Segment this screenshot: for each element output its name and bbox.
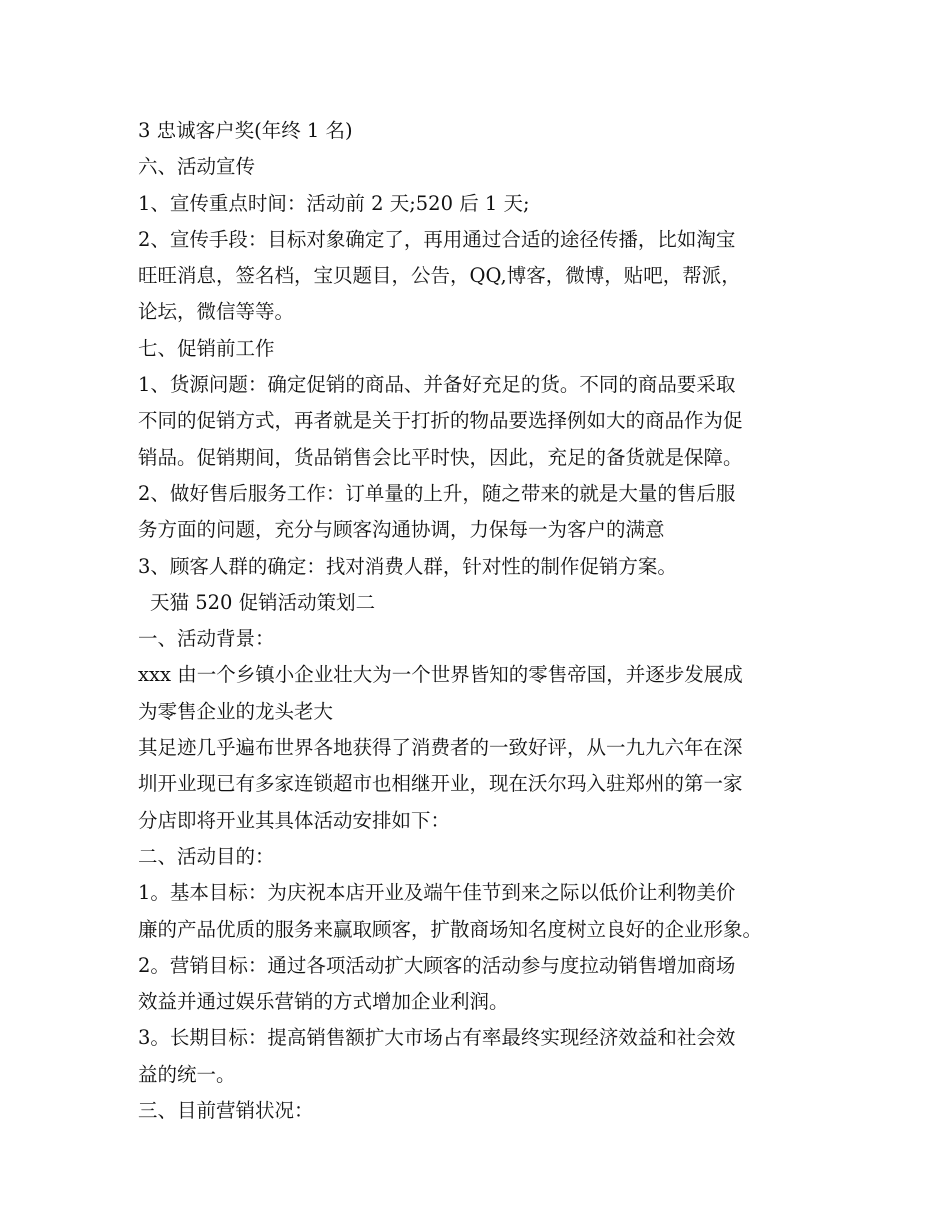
document-subtitle: 天猫 520 促销活动策划二 <box>150 590 376 614</box>
text-line: 2。营销目标：通过各项活动扩大顾客的活动参与度拉动销售增加商场 <box>138 953 736 977</box>
section-heading: 一、活动背景： <box>138 627 275 651</box>
text-line: 3 忠诚客户奖(年终 1 名) <box>138 119 353 142</box>
document-body <box>138 113 828 1129</box>
text-line: 不同的促销方式，再者就是关于打折的物品要选择例如大的商品作为促 <box>138 409 743 433</box>
text-line: 1。基本目标：为庆祝本店开业及端午佳节到来之际以低价让利物美价 <box>138 881 736 905</box>
text-line: 旺旺消息，签名档，宝贝题目，公告，QQ,博客，微博，贴吧，帮派， <box>138 264 741 288</box>
text-line: 销品。促销期间，货品销售会比平时快，因此，充足的备货就是保障。 <box>138 445 743 469</box>
text-line: 1、宣传重点时间：活动前 2 天;520 后 1 天; <box>138 191 530 215</box>
text-line: 3。长期目标：提高销售额扩大市场占有率最终实现经济效益和社会效 <box>138 1026 736 1050</box>
text-line: 其足迹几乎遍布世界各地获得了消费者的一致好评，从一九九六年在深 <box>138 736 743 760</box>
text-line: 廉的产品优质的服务来赢取顾客，扩散商场知名度树立良好的企业形象。 <box>138 917 763 941</box>
text-line: 3、顾客人群的确定：找对消费人群，针对性的制作促销方案。 <box>138 554 677 578</box>
text-line: 圳开业现已有多家连锁超市也相继开业，现在沃尔玛入驻郑州的第一家 <box>138 772 743 796</box>
text-line: 效益并通过娱乐营销的方式增加企业利润。 <box>138 990 509 1014</box>
text-line: 2、宣传手段：目标对象确定了，再用通过合适的途径传播，比如淘宝 <box>138 227 736 251</box>
text-line: 论坛，微信等等。 <box>138 300 295 324</box>
text-line: 务方面的问题，充分与顾客沟通协调，力保每一为客户的满意 <box>138 518 665 542</box>
text-line: 2、做好售后服务工作：订单量的上升，随之带来的就是大量的售后服 <box>138 481 736 505</box>
section-heading: 六、活动宣传 <box>138 155 256 179</box>
text-line: xxx 由一个乡镇小企业壮大为一个世界皆知的零售帝国，并逐步发展成 <box>138 663 743 687</box>
section-heading: 二、活动目的： <box>138 844 275 868</box>
section-heading: 七、促销前工作 <box>138 336 275 360</box>
text-line: 分店即将开业其具体活动安排如下： <box>138 808 451 832</box>
section-heading: 三、目前营销状况： <box>138 1099 314 1123</box>
text-line: 1、货源问题：确定促销的商品、并备好充足的货。不同的商品要采取 <box>138 373 736 397</box>
text-line: 为零售企业的龙头老大 <box>138 699 334 723</box>
text-line: 益的统一。 <box>138 1062 236 1086</box>
